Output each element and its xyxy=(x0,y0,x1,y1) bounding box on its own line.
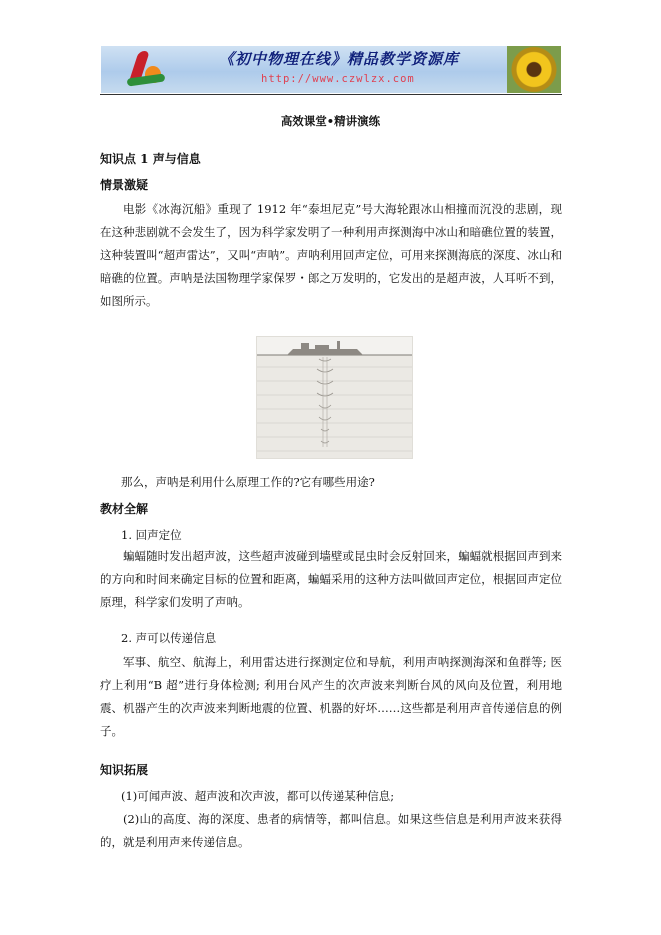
section-heading-extension: 知识拓展 xyxy=(100,763,149,777)
extension-point-1: (1)可闻声波、超声波和次声波，都可以传递某种信息; xyxy=(121,789,395,803)
banner-title: 《初中物理在线》精品教学资源库 xyxy=(219,50,460,68)
extension-point-2: (2)山的高度、海的深度、患者的病情等，都叫信息。如果这些信息是利用声波来获得的，就是利用声来传递信息。 xyxy=(100,812,562,849)
sunflower-icon xyxy=(507,46,561,93)
information-paragraph: 军事、航空、航海上，利用雷达进行探测定位和导航，利用声呐探测海深和鱼群等; 医疗上利用“B 超”进行身体检测; 利用台风产生的次声波来判断台风的风向及位置，利用地震、机器产生的次声波来判断地震的位置、机器的好坏……这些都是利用声音传递信息的例子。 xyxy=(100,655,562,738)
knowledge-point-title: 知识点 1 声与信息 xyxy=(100,152,201,166)
scenario-question: 那么，声呐是利用什么原理工作的?它有哪些用途? xyxy=(121,475,375,489)
header-divider xyxy=(100,94,562,95)
scenario-paragraph: 电影《冰海沉船》重现了 1912 年“泰坦尼克”号大海轮跟冰山相撞而沉没的悲剧，现在这种悲剧就不会发生了，因为科学家发明了一种利用声探测海中冰山和暗礁位置的装置，这种装置叫“超声雷达”，又叫“声呐”。声呐利用回声定位，可用来探测海底的深度、冰山和暗礁的位置。声呐是法国物理学家保罗・郎之万发明的，它发出的是超声波，人耳听不到，如图所示。 xyxy=(100,202,562,308)
page-title: 高效课堂•精讲演练 xyxy=(280,114,381,128)
echolocation-paragraph: 蝙蝠随时发出超声波，这些超声波碰到墙壁或昆虫时会反射回来，蝙蝠就根据回声到来的方向和时间来确定目标的位置和距离，蝙蝠采用的这种方法叫做回声定位，根据回声定位原理，科学家们发明了声呐。 xyxy=(100,549,562,609)
header-banner xyxy=(101,46,561,93)
section-heading-textbook: 教材全解 xyxy=(100,502,149,516)
section-heading-scenario: 情景激疑 xyxy=(100,178,149,192)
sonar-figure xyxy=(256,336,413,459)
item-title-information: 2. 声可以传递信息 xyxy=(121,631,217,645)
item-title-echolocation: 1. 回声定位 xyxy=(121,528,182,542)
banner-url[interactable]: http://www.czwlzx.com xyxy=(261,73,415,85)
